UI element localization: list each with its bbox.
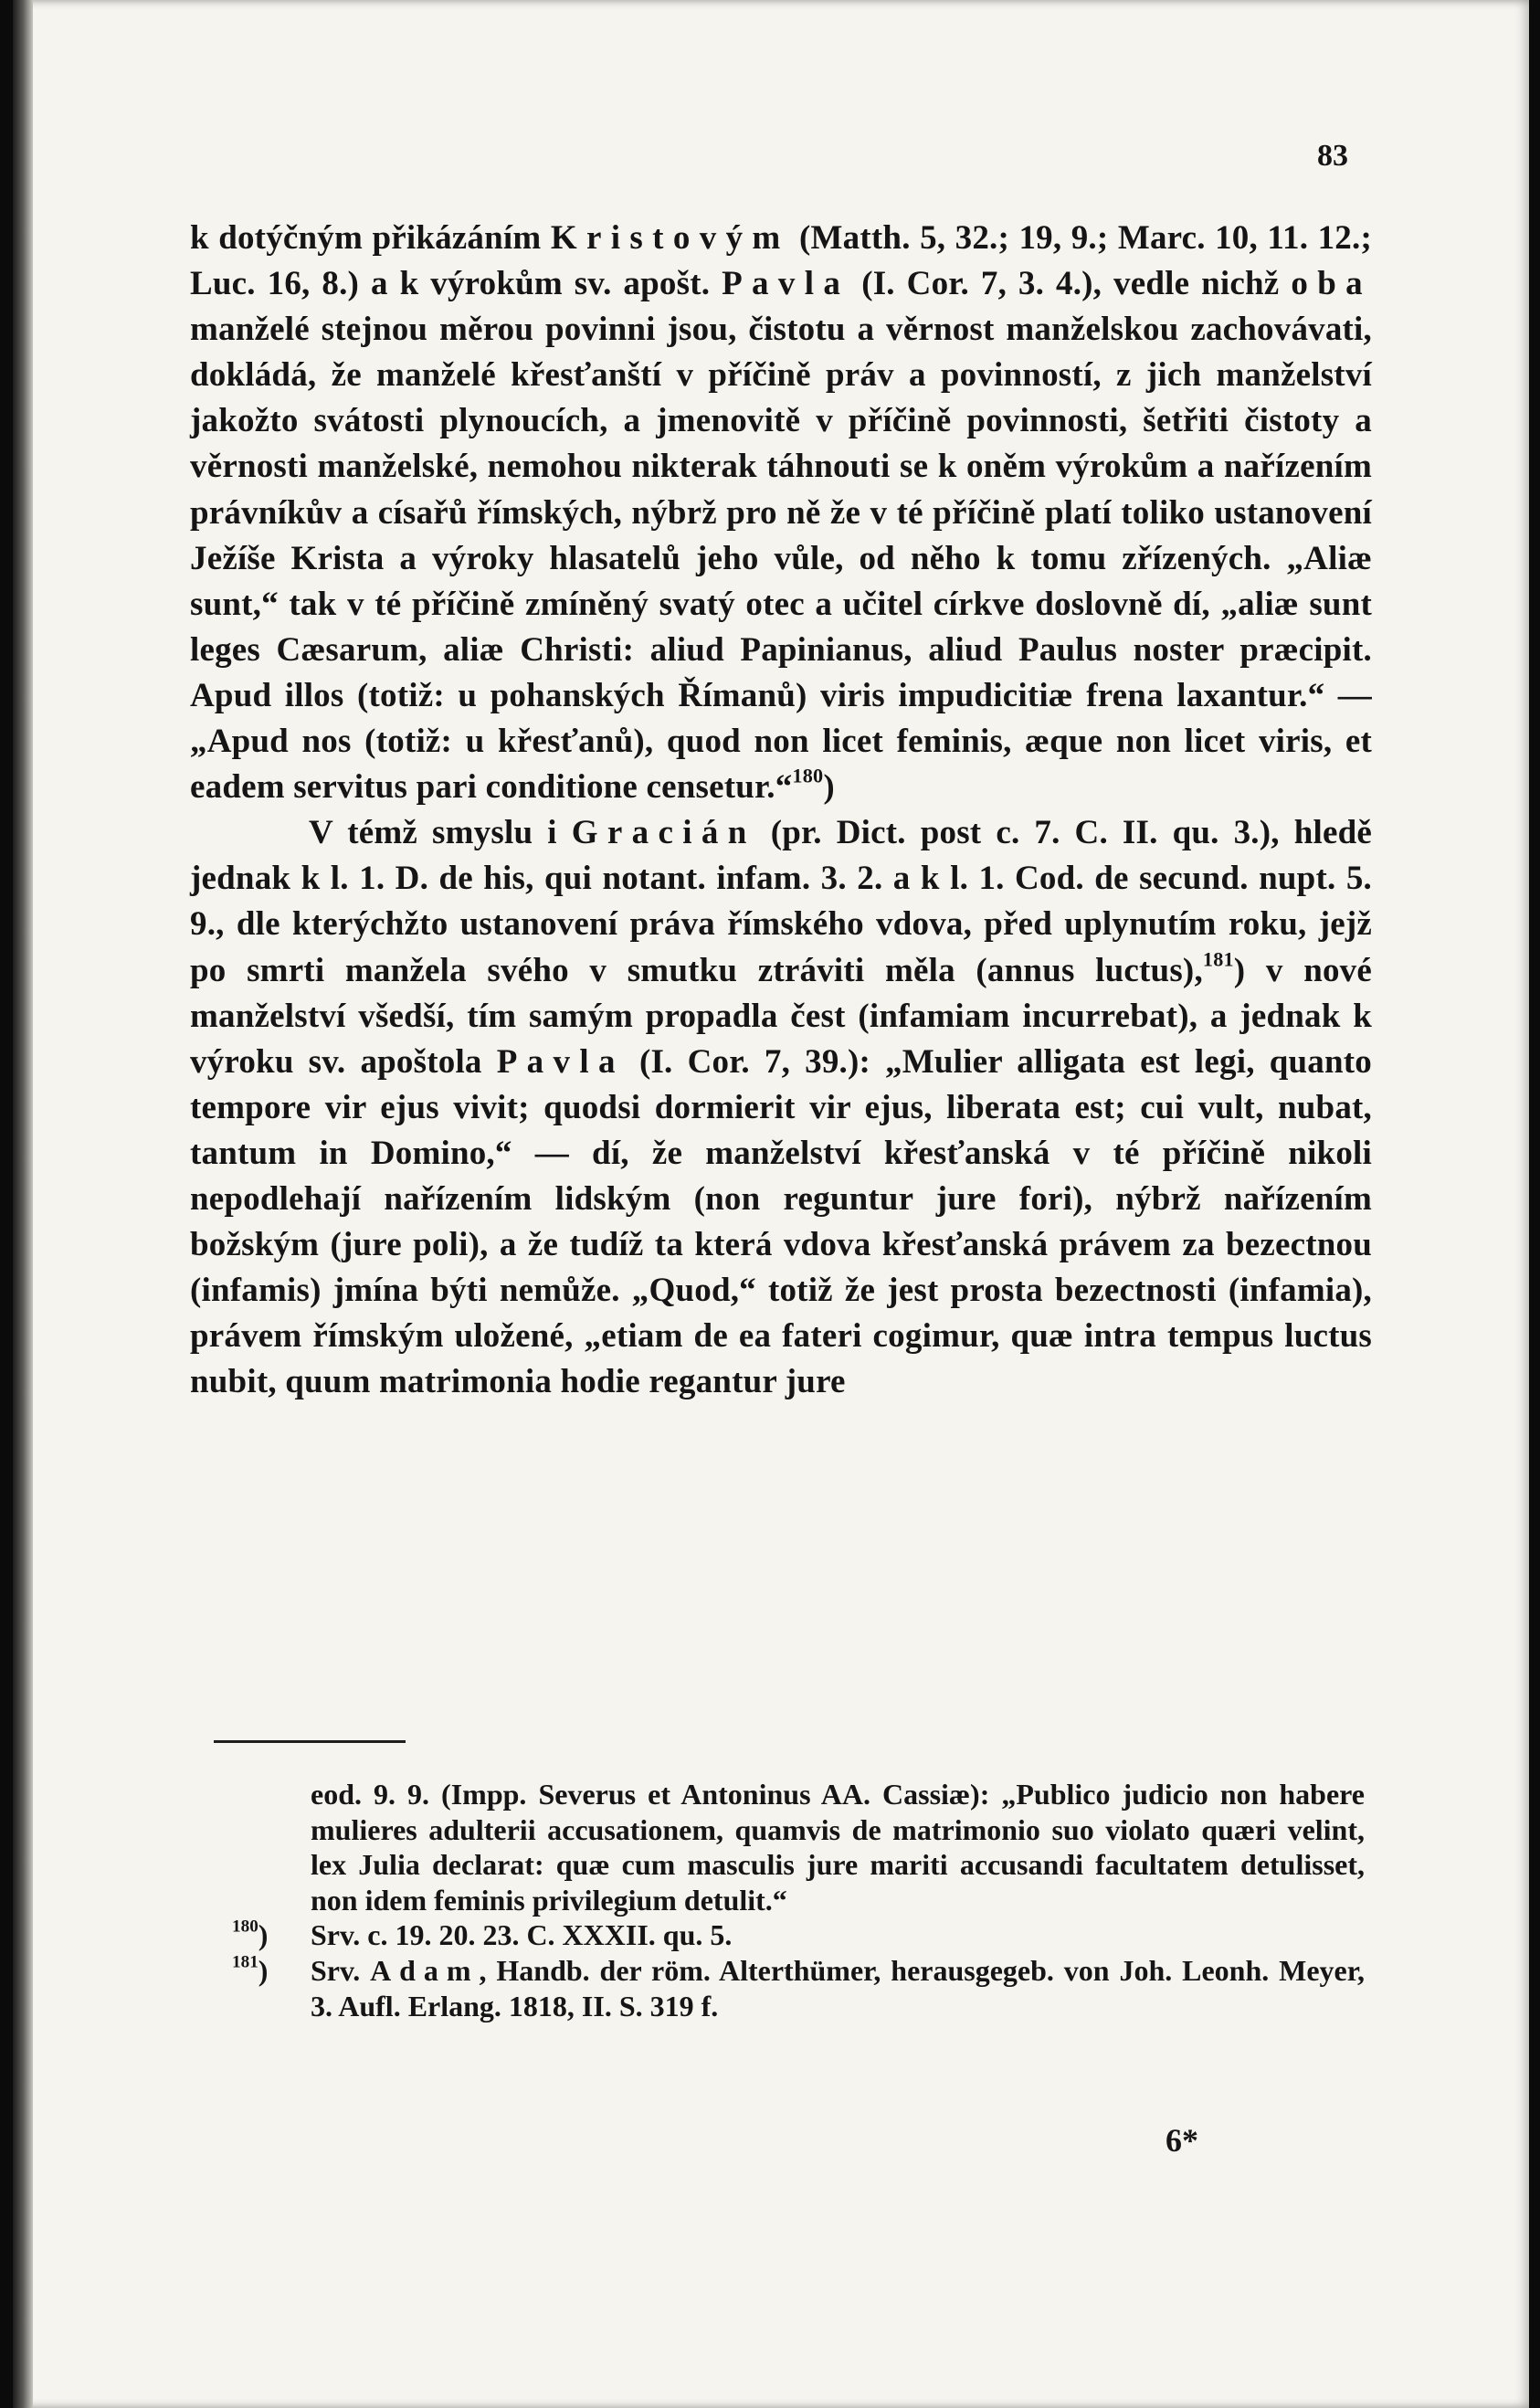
- text-run: (Matth. 5, 32.; 19, 9.; Marc. 10, 11. 12.; Luc. 16, 8.) a k výrokům sv. apošt.: [190, 219, 1372, 303]
- footnote-continuation: eod. 9. 9. (Impp. Severus et Antoninus AA. Cassiæ): „Publico judicio non habere mulieres adulterii accusationem, quamvis de matrimonio suo violato quæri velint, lex Julia declarat: quæ cum masculis jure mariti accusandi facultatem detulisset, non idem feminis privilegium detulit.“: [311, 1778, 1365, 1917]
- text-run: k dotýčným přikázáním: [190, 219, 551, 257]
- footnote-text: [311, 1917, 1365, 1953]
- spaced-name: Adam: [370, 1953, 480, 1987]
- text-run: ) v nové manželství všedší, tím samým propadla čest (infamiam incurrebat), a jednak k výroku sv. apoštola: [190, 951, 1372, 1081]
- page-binding-edge: [13, 0, 33, 2408]
- footnote-reference: 180: [792, 764, 824, 787]
- spaced-name: Gracián: [571, 814, 756, 852]
- text-run: (pr. Dict. post c. 7. C. II. qu. 3.), hledě jednak k l. 1. D. de his, qui notant. infam. 3. 2. a k l. 1. Cod. de secund. nupt. 5. 9., dle kterýchžto ustanovení práva římského vdova, před uplynutím roku, jejž po smrti manžela svého v smutku ztráviti měla (annus luctus),: [190, 814, 1372, 989]
- footnotes: [232, 1777, 1365, 2023]
- text-run: manželé stejnou měrou povinni jsou, čistotu a věrnost manželskou zachovávati, dokládá, že manželé křesťanští v příčině práv a povinností, z jich manželství jakožto svátosti plynoucích, a jmenovitě v příčině povinnosti, šetřiti čistoty a věrnosti manželské, nemohou nikterak táhnouti se k oněm výrokům a nařízením právníkův a císařů římských, nýbrž pro ně že v té příčině platí toliko ustanovení Ježíše Krista a výroky hlasatelů jeho vůle, od něho k tomu zřízených. „Aliæ sunt,“ tak v té příčině zmíněný svatý otec a učitel církve doslovně dí, „aliæ sunt leges Cæsarum, aliæ Christi: aliud Papinianus, aliud Paulus noster præcipit. Apud illos (totiž: u pohanských Římanů) viris impudicitiæ frena laxantur.“ — „Apud nos (totiž: u křesťanů), quod non licet feminis, æque non licet viris, et eadem servitus pari conditione censetur.“: [190, 311, 1372, 807]
- main-text: [190, 216, 1372, 1405]
- footnote-reference: 181: [1202, 946, 1234, 970]
- body-paragraph: [190, 810, 1372, 1405]
- footnote-separator: [214, 1740, 406, 1743]
- text-run: V témž smyslu i: [309, 814, 572, 852]
- spaced-name: Kristovým: [550, 219, 790, 257]
- spaced-name: Pavla: [496, 1042, 625, 1081]
- footnote-marker: $^{181}$): [232, 1952, 269, 1987]
- text-run: Srv. c. 19. 20. 23. C. XXXII. qu. 5.: [311, 1918, 733, 1952]
- footnote-text: [311, 1953, 1365, 2023]
- footnote-marker: $^{180}$): [232, 1917, 269, 1952]
- signature-mark: 6*: [1166, 2122, 1198, 2159]
- body-paragraph: [190, 216, 1372, 810]
- text-run: (I. Cor. 7, 3. 4.), vedle nichž: [849, 265, 1292, 303]
- footnote-181: [232, 1953, 1365, 2023]
- text-run: (I. Cor. 7, 39.): „Mulier alligata est legi, quanto tempore vir ejus vivit; quodsi dormierit vir ejus, liberata est; cui vult, nubat, tantum in Domino,“ — dí, že manželství křesťanská v té příčině nikoli nepodlehají nařízením lidským (non reguntur jure fori), nýbrž nařízením božským (jure poli), a že tudíž ta která vdova křesťanská právem za bezectnou (infamis) jmína býti nemůže. „Quod,“ totiž že jest prosta bezectnosti (infamia), právem římským uložené, „etiam de ea fateri cogimur, quæ intra tempus luctus nubit, quum matrimonia hodie regantur jure: [190, 1042, 1372, 1401]
- spaced-name: oba: [1291, 265, 1372, 303]
- text-run: , Handb. der röm. Alterthümer, herausgegeb. von Joh. Leonh. Meyer, 3. Aufl. Erlang. 1818, II. S. 319 f.: [311, 1953, 1366, 2023]
- footnote-180: [232, 1917, 1365, 1953]
- book-page: [13, 0, 1529, 2408]
- text-run: Srv.: [311, 1953, 371, 1987]
- spaced-name: Pavla: [722, 265, 850, 303]
- text-run: ): [823, 768, 835, 807]
- page-number: 83: [1317, 139, 1348, 173]
